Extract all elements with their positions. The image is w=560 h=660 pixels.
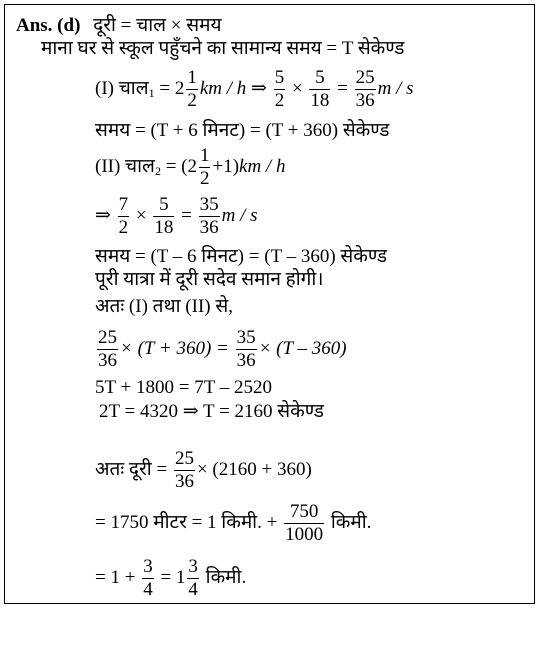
fraction-half <box>199 145 211 190</box>
answer-box <box>4 4 535 604</box>
numerator: 3 <box>143 556 153 577</box>
denominator: 36 <box>199 217 219 238</box>
fraction-3-4 <box>142 556 154 601</box>
denominator: 2 <box>199 168 210 189</box>
final-unit: किमी. <box>200 566 247 588</box>
line-assumption: माना घर से स्कूल पहुँचने का सामान्य समय = T सेकेण्ड <box>41 38 405 59</box>
denominator: 18 <box>310 90 330 111</box>
numerator: 25 <box>98 327 117 348</box>
speed2-subscript: 2 <box>154 163 161 178</box>
denominator: 4 <box>143 579 153 600</box>
numerator: 3 <box>188 556 198 577</box>
unit-kmh: km / h <box>199 77 247 99</box>
denominator: 36 <box>236 350 256 371</box>
answer-label: Ans. (d) <box>16 15 81 36</box>
fraction-3-4 <box>187 556 199 601</box>
line-equation <box>95 327 347 372</box>
equals: = <box>332 77 353 99</box>
unit-kmh: km / h <box>239 155 286 177</box>
fraction-25-36 <box>174 448 195 493</box>
numerator: 1 <box>187 67 197 88</box>
denominator: 36 <box>355 90 375 111</box>
numerator: 5 <box>153 194 174 217</box>
fraction-25-36 <box>97 327 118 372</box>
denominator: 18 <box>154 217 174 238</box>
distance-expr: × (2160 + 360) <box>196 458 312 480</box>
times: × <box>287 77 308 99</box>
line-distance-same: पूरी यात्रा में दूरी सदेव समान होगी। <box>95 269 324 290</box>
numerator: 35 <box>199 194 219 215</box>
line-time-1: समय = (T + 6 मिनट) = (T + 360) सेकेण्ड <box>95 120 390 141</box>
line-speed-1 <box>95 67 414 112</box>
denominator: 2 <box>118 217 129 238</box>
line-from-i-ii: अतः (I) तथा (II) से, <box>95 296 233 317</box>
line-distance-calc <box>95 448 312 493</box>
equals: = <box>176 204 197 226</box>
line-simplify: 5T + 1800 = 7T – 2520 <box>95 377 272 398</box>
numerator: 5 <box>274 67 285 88</box>
fraction-7-2 <box>118 194 130 239</box>
numerator: 25 <box>174 448 194 469</box>
line-distance-meter <box>95 501 371 546</box>
unit-ms: m / s <box>377 77 414 99</box>
fraction-25-36 <box>355 67 376 112</box>
fraction-35-36 <box>236 327 257 372</box>
speed1-label: (I) चाल <box>95 77 149 99</box>
distance-meter-text: = 1750 मीटर = 1 किमी. + <box>95 511 283 533</box>
speed2-eq: = (2 <box>160 155 197 177</box>
speed1-subscript: 1 <box>148 85 155 100</box>
denominator: 36 <box>174 471 194 492</box>
speed2-plus-one: +1) <box>212 155 240 177</box>
fraction-5-18 <box>309 67 330 112</box>
line-final-answer <box>95 556 246 601</box>
numerator: 5 <box>309 67 330 90</box>
equation-left: × (T + 360) = <box>120 337 234 359</box>
speed2-label: (II) चाल <box>95 155 155 177</box>
equation-right: × (T – 360) <box>258 337 347 359</box>
unit-ms: m / s <box>221 204 258 226</box>
fraction-35-36 <box>199 194 220 239</box>
distance-formula: दूरी = चाल × समय <box>93 15 222 36</box>
numerator: 25 <box>355 67 375 88</box>
numerator: 1 <box>199 145 210 166</box>
line-solve-t: 2T = 4320 ⇒ T = 2160 सेकेण्ड <box>99 401 324 422</box>
distance-label: अतः दूरी = <box>95 458 172 480</box>
times: × <box>131 204 152 226</box>
denominator: 2 <box>274 90 285 111</box>
line-speed-2 <box>95 145 285 190</box>
speed1-eq: = 2 <box>154 77 185 99</box>
line-time-2: समय = (T – 6 मिनट) = (T – 360) सेकेण्ड <box>95 246 388 267</box>
denominator: 36 <box>98 350 117 371</box>
denominator: 2 <box>187 90 197 111</box>
implies: ⇒ <box>95 204 116 226</box>
fraction-5-2 <box>274 67 286 112</box>
implies: ⇒ <box>246 77 272 99</box>
fraction-750-1000 <box>284 501 324 546</box>
numerator: 35 <box>236 327 256 348</box>
line-distance-formula <box>16 15 221 37</box>
line-speed-2-convert <box>95 194 258 239</box>
fraction-half <box>186 67 198 112</box>
denominator: 1000 <box>285 524 324 545</box>
numerator: 750 <box>284 501 324 524</box>
numerator: 7 <box>118 194 129 215</box>
denominator: 4 <box>188 579 198 600</box>
km-unit: किमी. <box>326 511 372 533</box>
final-mixed: = 1 <box>155 566 186 588</box>
final-eq: = 1 + <box>95 566 141 588</box>
fraction-5-18 <box>153 194 174 239</box>
